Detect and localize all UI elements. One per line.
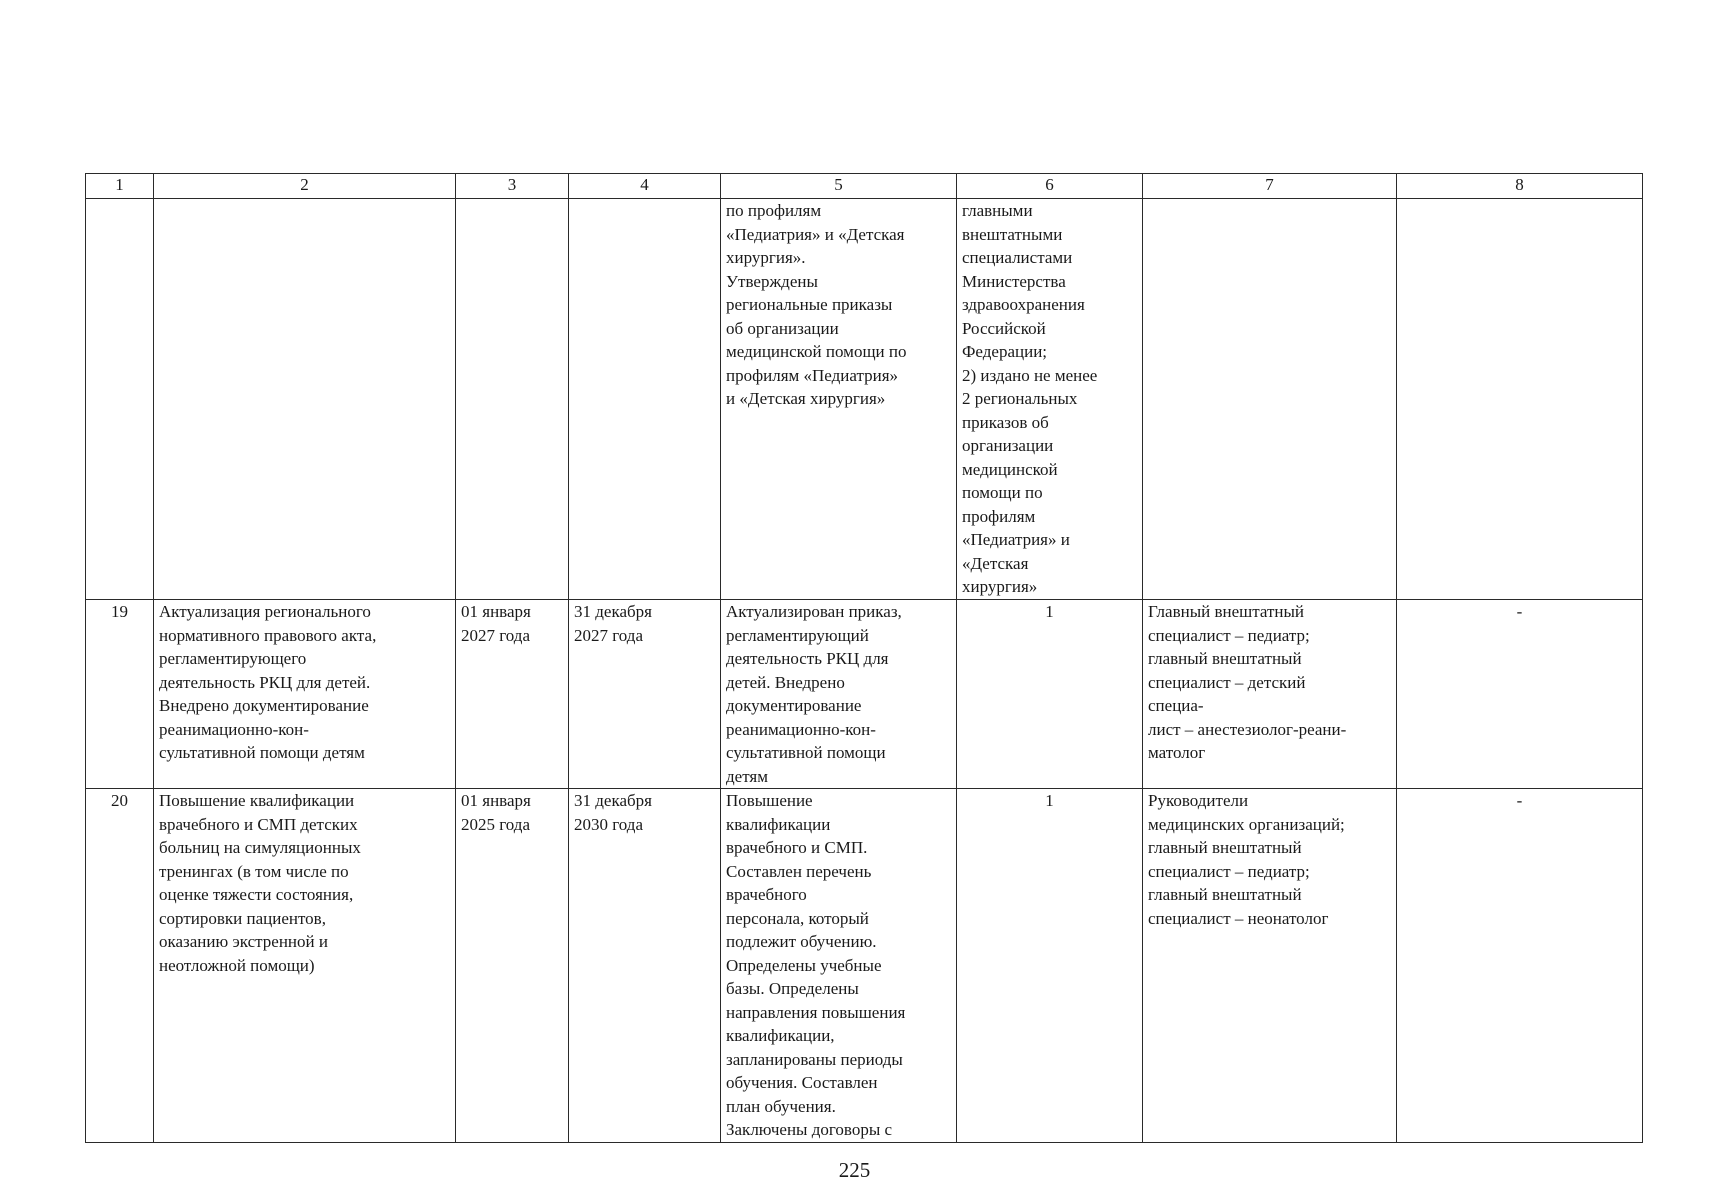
plan-table [85,173,1643,1143]
table-row-continuation [86,199,1643,600]
row-number: 19 [111,602,128,621]
responsible-text: Руководители медицинских организаций; главный внештатный специалист – педиатр; главный внештатный специалист – неонатолог [1148,791,1345,928]
end-date-cell [569,199,721,600]
responsible-text: Главный внештатный специалист – педиатр; главный внештатный специалист – детский специа- лист – анестезиолог-реани- матолог [1148,602,1347,762]
end-date-cell [569,600,721,789]
activity-cell [154,199,456,600]
indicator-cell [957,199,1143,600]
column-header-3: 3 [456,174,569,199]
column-header-8: 8 [1397,174,1643,199]
note-cell [1397,199,1643,600]
end-date-cell [569,789,721,1143]
column-header-1: 1 [86,174,154,199]
responsible-cell [1143,789,1397,1143]
column-header-2: 2 [154,174,456,199]
result-text: по профилям «Педиатрия» и «Детская хирургия». Утверждены региональные приказы об организации медицинской помощи по профилям «Педиатрия» и «Детская хирургия» [726,201,907,408]
start-date: 01 января 2025 года [461,791,531,834]
end-date: 31 декабря 2030 года [574,791,652,834]
row-number-cell [86,789,154,1143]
note-text: - [1516,791,1523,810]
start-date: 01 января 2027 года [461,602,531,645]
row-number-cell [86,600,154,789]
end-date: 31 декабря 2027 года [574,602,652,645]
start-date-cell [456,600,569,789]
column-header-7: 7 [1143,174,1397,199]
result-text: Повышение квалификации врачебного и СМП. Составлен перечень врачебного персонала, который подлежит обучению. Определены учебные базы. Определены направления повышения квалификации, запланированы периоды обучения. Составлен план обучения. Заключены договоры с [726,791,906,1139]
indicator-text: 1 [1045,602,1054,621]
column-number-row [86,174,1643,199]
column-header-4: 4 [569,174,721,199]
result-cell [721,600,957,789]
column-header-5: 5 [721,174,957,199]
indicator-text: главными внештатными специалистами Министерства здравоохранения Российской Федерации; 2) издано не менее 2 региональных приказов об организации медицинской помощи по профилям «Педиатрия» и «Детская хирургия» [962,201,1098,596]
responsible-cell [1143,199,1397,600]
table-row-20 [86,789,1643,1143]
table-row-19 [86,600,1643,789]
responsible-cell [1143,600,1397,789]
indicator-cell [957,789,1143,1143]
indicator-cell [957,600,1143,789]
activity-cell [154,600,456,789]
page-number: 225 [838,1158,871,1182]
result-cell [721,199,957,600]
indicator-text: 1 [1045,791,1054,810]
note-cell [1397,789,1643,1143]
result-cell [721,789,957,1143]
row-number: 20 [111,791,128,810]
note-cell [1397,600,1643,789]
activity-text: Повышение квалификации врачебного и СМП детских больниц на симуляционных тренингах (в том числе по оценке тяжести состояния, сортировки пациентов, оказанию экстренной и неотложной помощи) [159,791,361,975]
column-header-6: 6 [957,174,1143,199]
note-text: - [1516,602,1523,621]
row-number-cell [86,199,154,600]
start-date-cell [456,199,569,600]
activity-text: Актуализация регионального нормативного правового акта, регламентирующего деятельность РКЦ для детей. Внедрено документирование реанимационно-кон- сультативной помощи детям [159,602,377,762]
result-text: Актуализирован приказ, регламентирующий деятельность РКЦ для детей. Внедрено документирование реанимационно-кон- сультативной помощи детям [726,602,902,786]
start-date-cell [456,789,569,1143]
activity-cell [154,789,456,1143]
